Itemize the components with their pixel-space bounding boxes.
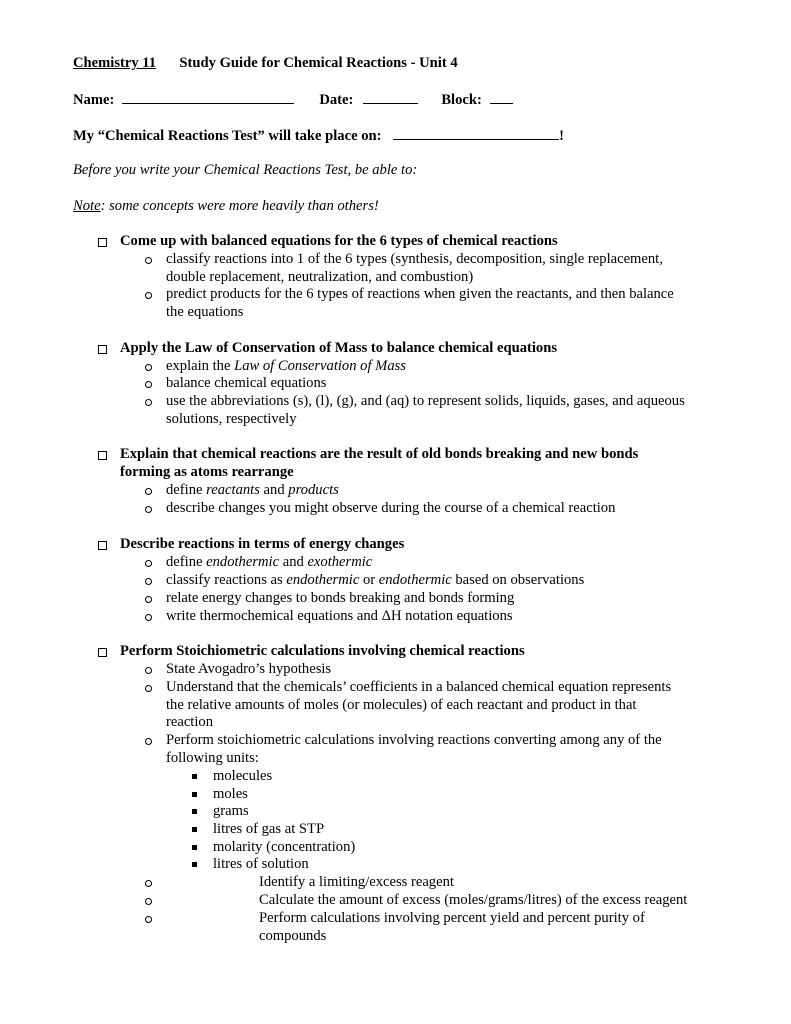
unit-item: molecules — [213, 768, 273, 784]
note-line — [73, 198, 379, 216]
circle-bullet-icon — [145, 364, 152, 371]
list-item: predict products for the 6 types of reactions when given the reactants, and then balance — [166, 286, 674, 302]
list-item-emphasis: exothermic — [307, 554, 373, 570]
date-field[interactable] — [363, 91, 418, 104]
circle-bullet-icon — [145, 578, 152, 585]
checkbox-icon[interactable] — [98, 451, 107, 460]
list-item-text: define — [166, 554, 207, 570]
name-label: Name: — [73, 92, 115, 108]
square-bullet-icon — [192, 774, 197, 779]
list-item: State Avogadro’s hypothesis — [166, 661, 332, 677]
list-item-text: classify reactions as — [166, 572, 287, 588]
circle-bullet-icon — [145, 738, 152, 745]
list-item-continued: following units: — [166, 750, 259, 766]
section-heading: Apply the Law of Conservation of Mass to balance chemical equations — [120, 340, 558, 356]
square-bullet-icon — [192, 809, 197, 814]
circle-bullet-icon — [145, 685, 152, 692]
intro-text: Before you write your Chemical Reactions Test, be able to: — [73, 162, 418, 178]
checkbox-icon[interactable] — [98, 345, 107, 354]
unit-item: molarity (concentration) — [213, 839, 356, 855]
course-title: Chemistry 11 — [73, 55, 157, 71]
list-item-emphasis: reactants — [206, 482, 260, 498]
circle-bullet-icon — [145, 292, 152, 299]
section-heading: Come up with balanced equations for the 6 types of chemical reactions — [120, 233, 558, 249]
circle-bullet-icon — [145, 488, 152, 495]
section-heading-continued: forming as atoms rearrange — [120, 464, 294, 480]
test-date-field[interactable] — [393, 127, 559, 140]
list-item-continued: solutions, respectively — [166, 411, 297, 427]
list-item — [166, 358, 406, 376]
section-heading: Perform Stoichiometric calculations involving chemical reactions — [120, 643, 525, 659]
circle-bullet-icon — [145, 596, 152, 603]
list-item: Perform stoichiometric calculations involving reactions converting among any of the — [166, 732, 662, 748]
list-item: balance chemical equations — [166, 375, 327, 391]
list-item: Understand that the chemicals’ coefficients in a balanced chemical equation represents — [166, 679, 672, 695]
list-item: classify reactions into 1 of the 6 types (synthesis, decomposition, single replacement, — [166, 251, 663, 267]
square-bullet-icon — [192, 827, 197, 832]
circle-bullet-icon — [145, 614, 152, 621]
circle-bullet-icon — [145, 880, 152, 887]
circle-bullet-icon — [145, 898, 152, 905]
list-item-text: define — [166, 482, 207, 498]
unit-item: moles — [213, 786, 248, 802]
name-field[interactable] — [122, 91, 294, 104]
note-text: : some concepts were more heavily than others! — [100, 198, 379, 214]
list-item: use the abbreviations (s), (l), (g), and (aq) to represent solids, liquids, gases, and aqueous — [166, 393, 685, 409]
list-item-text: and — [259, 482, 289, 498]
list-item-continued: compounds — [259, 928, 327, 944]
list-item: Identify a limiting/excess reagent — [259, 874, 454, 890]
list-item: Perform calculations involving percent yield and percent purity of — [259, 910, 645, 926]
checkbox-icon[interactable] — [98, 648, 107, 657]
list-item-text: or — [359, 572, 379, 588]
checkbox-icon[interactable] — [98, 541, 107, 550]
list-item-emphasis: endothermic — [206, 554, 280, 570]
exclamation: ! — [559, 128, 565, 144]
test-date-line — [73, 127, 564, 146]
unit-item: grams — [213, 803, 249, 819]
unit-item: litres of solution — [213, 856, 309, 872]
list-item-emphasis: endothermic — [378, 572, 452, 588]
checkbox-icon[interactable] — [98, 238, 107, 247]
list-item-text: based on observations — [451, 572, 585, 588]
circle-bullet-icon — [145, 381, 152, 388]
note-label: Note — [73, 198, 101, 214]
circle-bullet-icon — [145, 399, 152, 406]
section-heading: Explain that chemical reactions are the result of old bonds breaking and new bonds — [120, 446, 639, 462]
unit-item: litres of gas at STP — [213, 821, 325, 837]
block-field[interactable] — [490, 91, 513, 104]
list-item: describe changes you might observe during the course of a chemical reaction — [166, 500, 616, 516]
document-title: Study Guide for Chemical Reactions - Unit 4 — [179, 55, 458, 71]
list-item-emphasis: endothermic — [286, 572, 360, 588]
circle-bullet-icon — [145, 506, 152, 513]
block-label: Block: — [441, 92, 482, 108]
student-info-line — [73, 91, 513, 110]
circle-bullet-icon — [145, 916, 152, 923]
circle-bullet-icon — [145, 257, 152, 264]
list-item — [166, 572, 584, 590]
list-item-text: explain the — [166, 358, 235, 374]
list-item: Calculate the amount of excess (moles/grams/litres) of the excess reagent — [259, 892, 688, 908]
list-item-continued: reaction — [166, 714, 213, 730]
list-item: write thermochemical equations and ΔH notation equations — [166, 608, 513, 624]
list-item-continued: the equations — [166, 304, 244, 320]
list-item-emphasis: Law of Conservation of Mass — [234, 358, 406, 374]
list-item: relate energy changes to bonds breaking and bonds forming — [166, 590, 515, 606]
list-item-continued: double replacement, neutralization, and combustion) — [166, 269, 474, 285]
list-item-continued: the relative amounts of moles (or molecules) of each reactant and product in that — [166, 697, 637, 713]
circle-bullet-icon — [145, 560, 152, 567]
list-item-emphasis: products — [288, 482, 339, 498]
square-bullet-icon — [192, 862, 197, 867]
list-item-text: and — [279, 554, 308, 570]
date-label: Date: — [319, 92, 354, 108]
list-item — [166, 482, 339, 500]
square-bullet-icon — [192, 792, 197, 797]
square-bullet-icon — [192, 845, 197, 850]
circle-bullet-icon — [145, 667, 152, 674]
test-date-label: My “Chemical Reactions Test” will take place on: — [73, 128, 382, 144]
section-heading: Describe reactions in terms of energy changes — [120, 536, 405, 552]
document-header — [73, 55, 458, 73]
list-item — [166, 554, 372, 572]
